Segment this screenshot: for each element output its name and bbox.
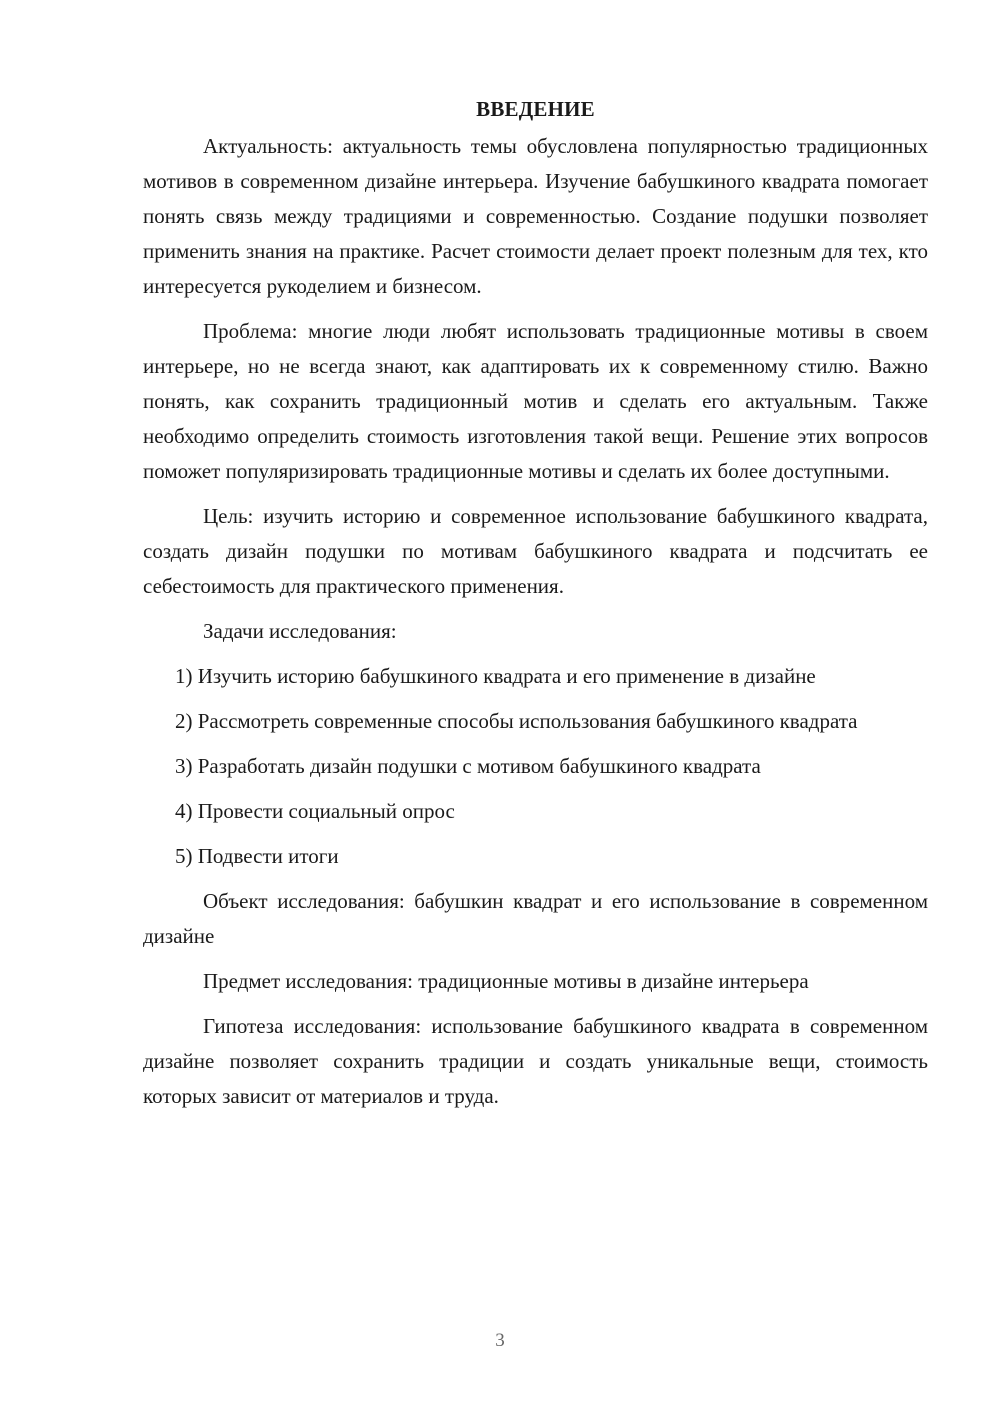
paragraph-hypothesis: Гипотеза исследования: использование бабушкиного квадрата в современном дизайне позволяет сохранить традиции и создать уникальные вещи, стоимость которых зависит от материалов и труда. [143, 1014, 928, 1108]
paragraph-object: Объект исследования: бабушкин квадрат и его использование в современном дизайне [143, 889, 928, 948]
section-title: ВВЕДЕНИЕ [476, 97, 595, 121]
paragraph-problem: Проблема: многие люди любят использовать традиционные мотивы в своем интерьере, но не всегда знают, как адаптировать их к современному стилю. Важно понять, как сохранить традиционный мотив и сделать его актуальным. Также необходимо определить стоимость изготовления такой вещи. Решение этих вопросов поможет популяризировать традиционные мотивы и сделать их более доступными. [143, 319, 928, 483]
task-item-5: 5) Подвести итоги [175, 844, 339, 868]
paragraph-relevance: Актуальность: актуальность темы обусловлена популярностью традиционных мотивов в современном дизайне интерьера. Изучение бабушкиного квадрата помогает понять связь между традициями и современностью. Создание подушки позволяет применить знания на практике. Расчет стоимости делает проект полезным для тех, кто интересуется рукоделием и бизнесом. [143, 134, 928, 298]
paragraph-tasks-heading: Задачи исследования: [203, 619, 397, 643]
task-item-3: 3) Разработать дизайн подушки с мотивом бабушкиного квадрата [175, 754, 761, 778]
page-number: 3 [495, 1330, 505, 1351]
paragraph-goal: Цель: изучить историю и современное использование бабушкиного квадрата, создать дизайн подушки по мотивам бабушкиного квадрата и подсчитать ее себестоимость для практического применения. [143, 504, 928, 598]
task-item-1: 1) Изучить историю бабушкиного квадрата и его применение в дизайне [175, 664, 816, 688]
document-page [143, 92, 928, 1124]
task-item-4: 4) Провести социальный опрос [175, 799, 455, 823]
paragraph-subject: Предмет исследования: традиционные мотивы в дизайне интерьера [203, 969, 809, 993]
task-item-2: 2) Рассмотреть современные способы использования бабушкиного квадрата [175, 709, 858, 733]
